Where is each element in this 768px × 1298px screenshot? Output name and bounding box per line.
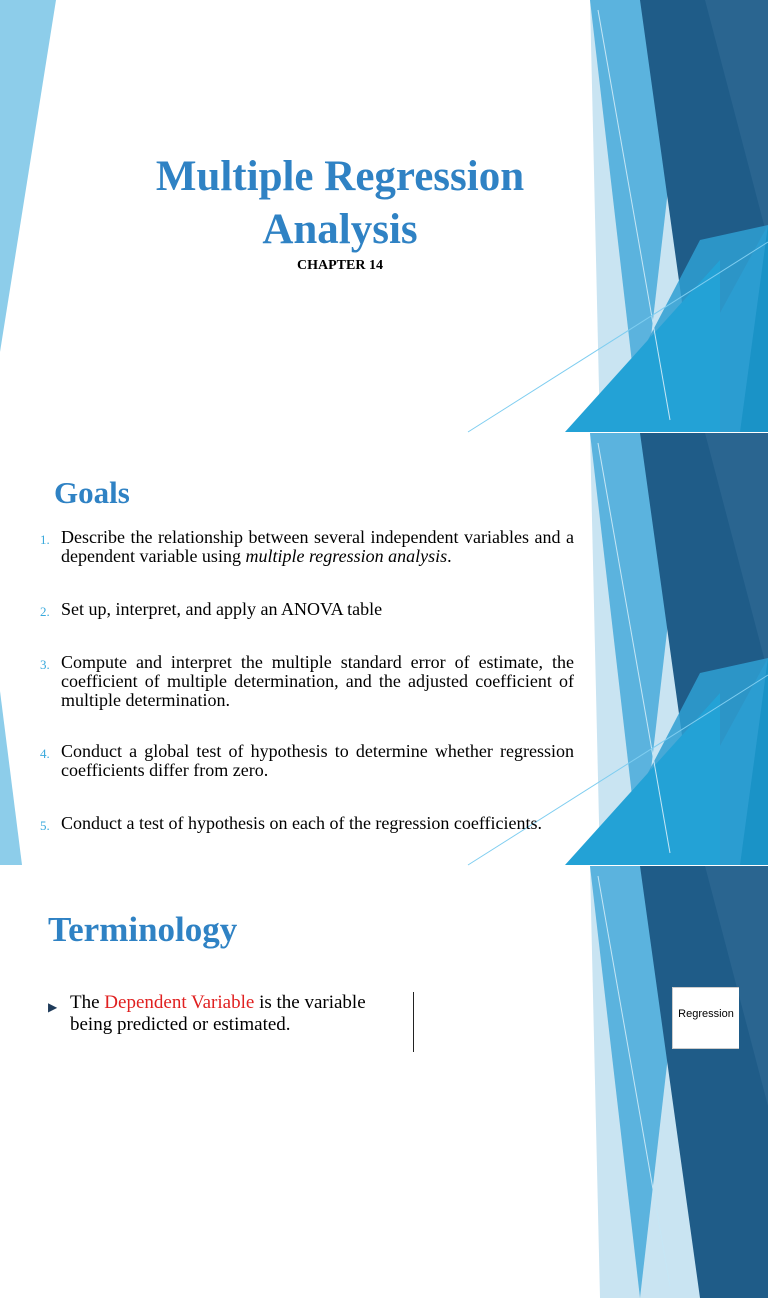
goal-item-5 <box>40 814 574 833</box>
chapter-subtitle: CHAPTER 14 <box>297 258 383 273</box>
goal-number: 2. <box>40 604 50 619</box>
bullet-text: The Dependent Variable is the variable being predicted or estimated. <box>70 992 366 1035</box>
goal-number: 4. <box>40 746 50 761</box>
regression-figure-label: Regression <box>678 1008 734 1020</box>
terminology-slide <box>0 866 768 1035</box>
goal-number: 3. <box>40 657 50 672</box>
goal-item-2 <box>40 600 574 619</box>
goal-text: Conduct a global test of hypothesis to determine whether regression coefficients differ from zero. <box>61 741 574 780</box>
title-slide <box>0 0 768 432</box>
goal-italic-term: multiple regression analysis <box>245 546 448 566</box>
goal-number: 5. <box>40 818 50 833</box>
page-title <box>110 150 570 256</box>
goal-item-1 <box>40 528 574 566</box>
dependent-variable-term: Dependent Variable <box>104 992 255 1013</box>
goal-text: Compute and interpret the multiple standard error of estimate, the coefficient of multiple determination, and the adjusted coefficient of multiple determination. <box>61 652 574 710</box>
title-line-2: Analysis <box>262 206 418 253</box>
terminology-heading: Terminology <box>48 910 238 949</box>
goal-number: 1. <box>40 532 50 547</box>
goals-heading: Goals <box>54 475 130 510</box>
title-line-1: Multiple Regression <box>155 153 525 200</box>
goal-text: Describe the relationship between several independent variables and a dependent variable using multiple regression analysis. <box>61 527 574 566</box>
goal-text: Set up, interpret, and apply an ANOVA table <box>61 599 383 619</box>
goals-list <box>0 433 600 865</box>
goal-item-4 <box>40 742 574 780</box>
goal-item-3 <box>40 653 574 710</box>
goals-slide <box>0 433 768 865</box>
bullet-arrow-icon: ▶ <box>48 1000 58 1014</box>
regression-figure <box>672 987 739 1049</box>
divider-line <box>413 992 414 1052</box>
goal-text: Conduct a test of hypothesis on each of the regression coefficients. <box>61 813 543 833</box>
terminology-bullet <box>48 992 368 1036</box>
